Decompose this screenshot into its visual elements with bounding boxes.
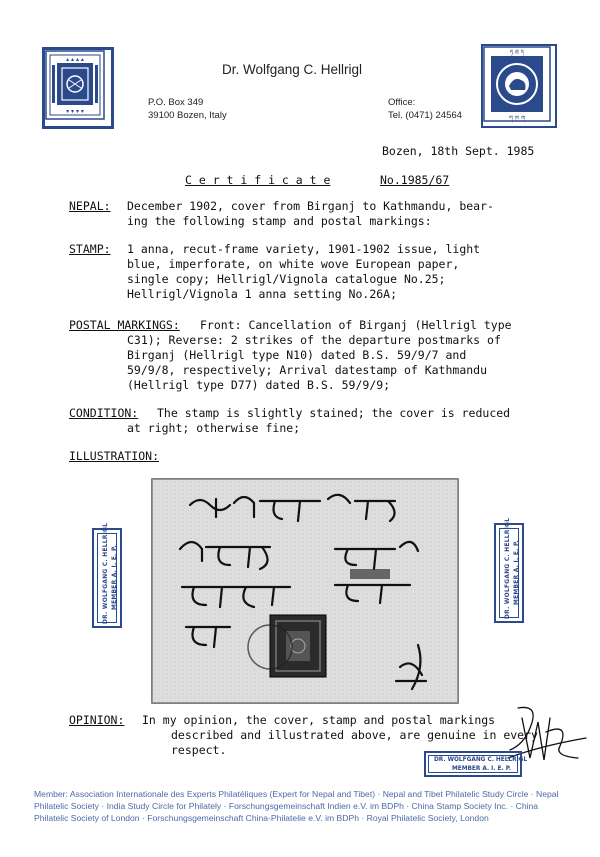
nepal-line: December 1902, cover from Birganj to Kathmandu, bear- [127,199,494,213]
opinion-line: described and illustrated above, are genuine in every [171,728,538,742]
expert-handstamp-left [92,522,122,628]
cover-illustration [150,477,460,705]
handstamp-line1: DR. WOLFGANG C. HELLRIGL [101,522,109,624]
header-city: 39100 Bozen, Italy [148,110,227,121]
handstamp-line1: DR. WOLFGANG C. HELLRIGL [503,517,511,619]
certificate-title: C e r t i f i c a t e [185,173,331,187]
postal-markings-line: 59/9/8, respectively; Arrival datestamp of Kathmandu [127,363,488,377]
nepal-label: NEPAL: [69,199,111,213]
handstamp-line2: MEMBER A. I. E. P. [452,766,512,772]
postal-markings-line: Birganj (Hellrigl type N10) dated B.S. 59/9/7 and [127,348,467,362]
header-office-tel: Tel. (0471) 24564 [388,110,462,121]
condition-label: CONDITION: [69,406,139,420]
svg-text:ཏ ཐ ད: ཏ ཐ ད [509,49,525,56]
stamp-label: STAMP: [69,242,111,256]
illustration-label: ILLUSTRATION: [69,449,160,463]
header-office-label: Office: [388,97,416,108]
svg-text:ཀ ཁ ག: ཀ ཁ ག [508,115,526,122]
condition-first: The stamp is slightly stained; the cover is reduced [157,406,511,420]
nepal-stamp-logo [42,47,114,129]
postal-markings-first: Front: Cancellation of Birganj (Hellrigl type [200,318,512,332]
handstamp-line1: DR. WOLFGANG C. HELLRIGL [434,757,528,763]
expert-handstamp-bottom [424,751,528,777]
postal-markings-label: POSTAL MARKINGS: [69,318,180,332]
stamp-line: 1 anna, recut-frame variety, 1901-1902 issue, light [127,242,481,256]
handstamp-line2: MEMBER A. I. E. P. [512,540,520,605]
svg-text:▾ ▾ ▾ ▾: ▾ ▾ ▾ ▾ [66,108,84,115]
postal-markings-line: C31); Reverse: 2 strikes of the departure postmarks of [127,333,501,347]
header-name: Dr. Wolfgang C. Hellrigl [222,62,363,77]
opinion-line: respect. [171,743,227,757]
stamp-line: single copy; Hellrigl/Vignola catalogue No.25; [127,272,446,286]
postal-markings-line: (Hellrigl type D77) dated B.S. 59/9/9; [127,378,391,392]
header-po-box: P.O. Box 349 [148,97,204,108]
nepal-line: ing the following stamp and postal markings: [127,214,432,228]
stamp-line: Hellrigl/Vignola 1 anna setting No.26A; [127,287,398,301]
footer-memberships: Member: Association Internationale des Experts Philatéliques (Expert for Nepal and Tibet) · Nepal and Tibet Philatelic Study Circle · Nepal Philatelic Society · India Study Circle for Philately · Forschungsgemeinschaft Indien e.V. im BDPh · China Stamp Society Inc. · China Philatelic Society of London · Forschungsgemeinschaft China-Philatelie e.V. im BDPh · Royal Philatelic Society, London [34,789,559,823]
opinion-label: OPINION: [69,713,125,727]
certificate-number: No.1985/67 [380,173,450,187]
date-line: Bozen, 18th Sept. 1985 [382,144,535,158]
handstamp-line2: MEMBER A. I. E. P. [110,545,118,610]
condition-line: at right; otherwise fine; [127,421,301,435]
expert-handstamp-right [494,517,524,623]
opinion-first: In my opinion, the cover, stamp and postal markings [142,713,496,727]
svg-text:▴ ▴ ▴ ▴: ▴ ▴ ▴ ▴ [66,56,84,63]
stamp-line: blue, imperforate, on white wove European paper, [127,257,460,271]
tibet-stamp-logo [481,44,557,128]
